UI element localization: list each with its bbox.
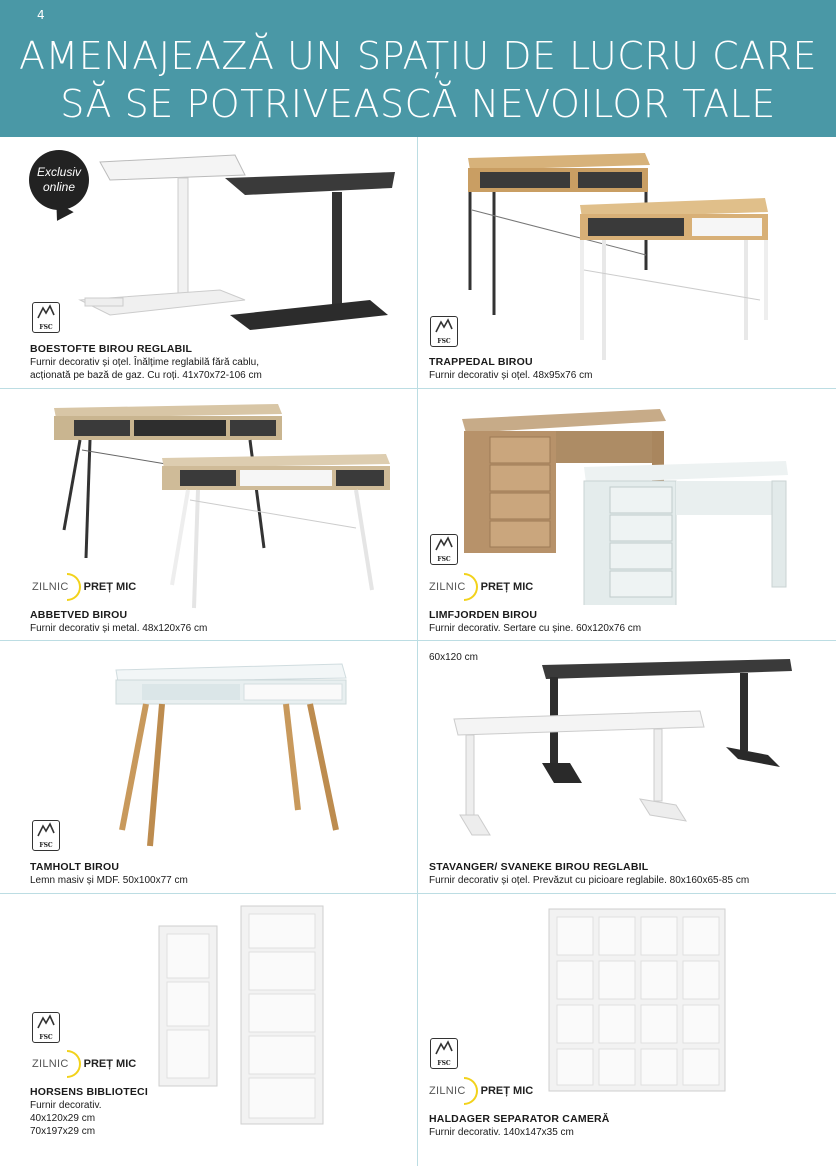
pret-mic-label: PREȚ MIC <box>480 1085 534 1097</box>
pret-mic-zilnic: ZILNIC <box>32 581 69 593</box>
product-desc-line: Furnir decorativ. Sertare cu șine. 60x120x76 cm <box>429 623 642 634</box>
product-desc-line: Furnir decorativ și metal. 48x120x76 cm <box>30 623 208 634</box>
fsc-label: FSC <box>437 1060 451 1067</box>
fsc-tree-icon <box>431 1039 457 1059</box>
grid-divider-row-1 <box>0 388 836 389</box>
badge-line-1: Exclusiv <box>36 165 81 179</box>
fsc-label: FSC <box>39 324 53 331</box>
product-desc <box>429 369 592 382</box>
product-desc <box>429 1126 574 1139</box>
product-desc-line: Furnir decorativ. 140x147x35 cm <box>429 1127 574 1138</box>
product-desc <box>30 622 207 635</box>
fsc-logo <box>430 534 458 565</box>
product-desc-line: Furnir decorativ și oțel. Înălțime reglabilă fără cablu, <box>30 357 259 368</box>
product-name: TAMHOLT BIROU <box>30 861 120 873</box>
page-number: 4 <box>37 8 45 22</box>
product-desc-line: Furnir decorativ și oțel. Prevăzut cu picioare reglabile. 80x160x65-85 cm <box>429 875 750 886</box>
grid-divider-row-3 <box>0 893 836 894</box>
horsens-bookcase-image <box>155 902 330 1127</box>
pret-mic-logo <box>32 573 136 601</box>
product-desc-line: Lemn masiv și MDF. 50x100x77 cm <box>30 875 188 886</box>
product-desc-line: Furnir decorativ. <box>30 1100 102 1111</box>
fsc-logo <box>32 820 60 851</box>
product-desc <box>429 622 641 635</box>
fsc-tree-icon <box>33 303 59 323</box>
pret-mic-zilnic: ZILNIC <box>429 581 466 593</box>
pret-mic-arc-icon <box>464 1077 478 1105</box>
pret-mic-arc-icon <box>67 573 81 601</box>
product-name: BOESTOFTE BIROU REGLABIL <box>30 343 193 355</box>
product-name: HALDAGER SEPARATOR CAMERĂ <box>429 1113 610 1125</box>
fsc-logo <box>430 316 458 347</box>
fsc-tree-icon <box>431 535 457 555</box>
product-desc-line: Furnir decorativ și oțel. 48x95x76 cm <box>429 370 593 381</box>
product-desc-line: 40x120x29 cm <box>30 1113 96 1124</box>
fsc-tree-icon <box>431 317 457 337</box>
product-desc <box>429 874 749 887</box>
fsc-label: FSC <box>39 842 53 849</box>
grid-divider-row-2 <box>0 640 836 641</box>
title-line-2: SĂ SE POTRIVEASCĂ NEVOILOR TALE <box>60 82 776 126</box>
stavanger-desk-image <box>450 655 795 850</box>
pret-mic-zilnic: ZILNIC <box>429 1085 466 1097</box>
product-name: TRAPPEDAL BIROU <box>429 356 533 368</box>
boestofte-desk-image <box>70 150 410 350</box>
product-desc-line: acționată pe bază de gaz. Cu roți. 41x70x72-106 cm <box>30 370 262 381</box>
pret-mic-label: PREȚ MIC <box>83 1058 137 1070</box>
title-line-1: AMENAJEAZĂ UN SPAȚIU DE LUCRU CARE <box>18 34 818 78</box>
product-name: HORSENS BIBLIOTECI <box>30 1086 148 1098</box>
fsc-logo <box>430 1038 458 1069</box>
product-name: STAVANGER/ SVANEKE BIROU REGLABIL <box>429 861 649 873</box>
product-desc <box>30 356 262 382</box>
pret-mic-label: PREȚ MIC <box>480 581 534 593</box>
fsc-tree-icon <box>33 1013 59 1033</box>
tamholt-desk-image <box>110 660 350 850</box>
product-desc-line: 70x197x29 cm <box>30 1126 96 1137</box>
pret-mic-arc-icon <box>464 573 478 601</box>
badge-line-2: online <box>42 180 76 194</box>
product-desc <box>30 874 188 887</box>
page-title <box>0 32 836 128</box>
fsc-logo <box>32 1012 60 1043</box>
product-desc <box>30 1099 102 1138</box>
pret-mic-logo <box>429 573 533 601</box>
fsc-label: FSC <box>437 556 451 563</box>
product-name: ABBETVED BIROU <box>30 609 128 621</box>
fsc-label: FSC <box>39 1034 53 1041</box>
haldager-shelf-image <box>545 905 730 1095</box>
page-header <box>0 0 836 137</box>
fsc-tree-icon <box>33 821 59 841</box>
fsc-logo <box>32 302 60 333</box>
size-note: 60x120 cm <box>429 652 478 663</box>
pret-mic-label: PREȚ MIC <box>83 581 137 593</box>
pret-mic-arc-icon <box>67 1050 81 1078</box>
pret-mic-logo <box>32 1050 136 1078</box>
product-name: LIMFJORDEN BIROU <box>429 609 538 621</box>
pret-mic-logo <box>429 1077 533 1105</box>
fsc-label: FSC <box>437 338 451 345</box>
grid-divider-vertical <box>417 137 418 1166</box>
trappedal-desk-image <box>460 150 780 365</box>
pret-mic-zilnic: ZILNIC <box>32 1058 69 1070</box>
